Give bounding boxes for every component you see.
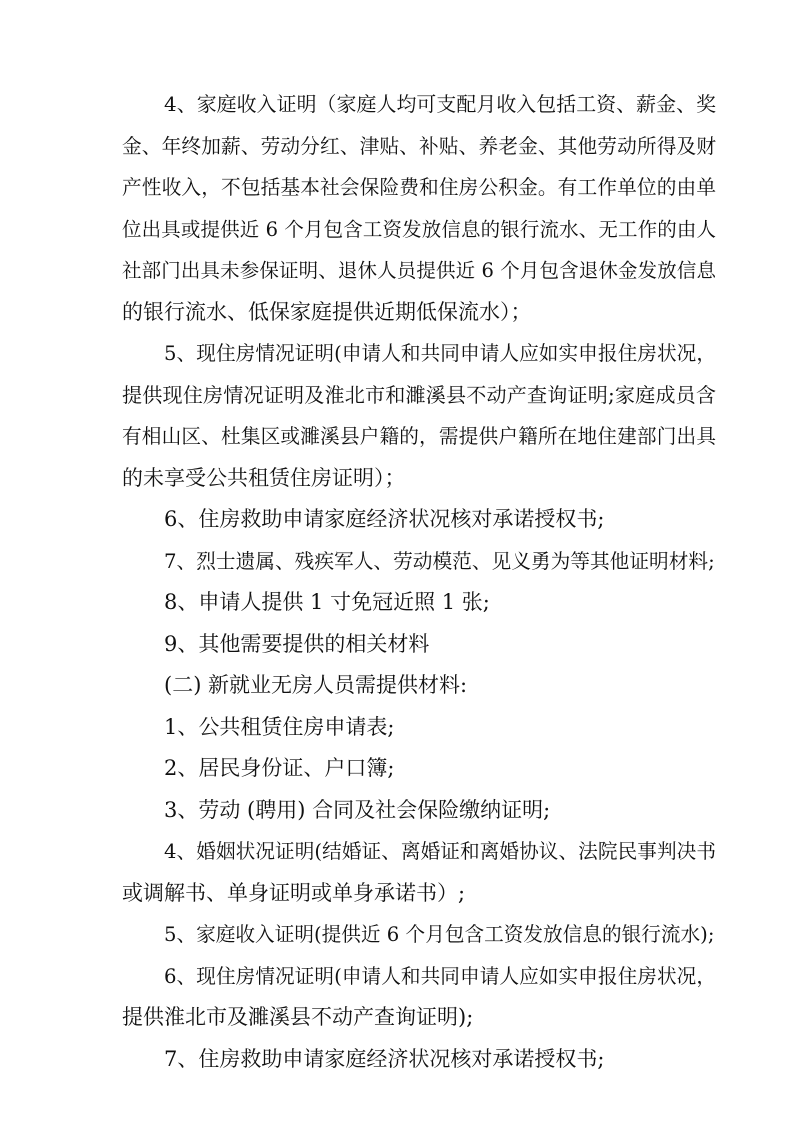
income-proof-paragraph (80, 84, 716, 333)
paragraph-line: 提供淮北市及濉溪县不动产查询证明); (122, 1005, 474, 1029)
special-groups-item (80, 541, 716, 583)
paragraph-line: 有相山区、杜集区或濉溪县户籍的，需提供户籍所在地住建部门出具 (122, 425, 716, 448)
paragraph-line: 位出具或提供近 6 个月包含工资发放信息的银行流水、无工作的由人 (122, 217, 716, 241)
authorization-letter-item (80, 499, 716, 541)
paragraph-line: 6、住房救助申请家庭经济状况核对承诺授权书; (164, 507, 605, 531)
new-housing-proof-paragraph (80, 956, 716, 1039)
paragraph-line: 社部门出具未参保证明、退休人员提供近 6 个月包含退休金发放信息 (122, 259, 716, 282)
new-authorization-letter-item (80, 1039, 716, 1081)
id-card-item (80, 748, 716, 790)
paragraph-line: 6、现住房情况证明(申请人和共同申请人应如实申报住房状况， (164, 964, 716, 988)
paragraph-line: 2、居民身份证、户口簿; (164, 756, 395, 780)
paragraph-line: 提供现住房情况证明及淮北市和濉溪县不动产查询证明;家庭成员含 (122, 382, 716, 407)
paragraph-line: 7、住房救助申请家庭经济状况核对承诺授权书; (164, 1046, 605, 1071)
photo-item (80, 582, 716, 624)
document-body (80, 84, 716, 1080)
paragraph-line: 的银行流水、低保家庭提供近期低保流水）； (122, 299, 532, 324)
paragraph-line: 7、烈士遗属、残疾军人、劳动模范、见义勇为等其他证明材料; (164, 549, 715, 573)
paragraph-line: 的未享受公共租赁住房证明）； (122, 465, 406, 490)
paragraph-line: 9、其他需要提供的相关材料 (164, 631, 430, 656)
paragraph-line: 1、公共租赁住房申请表; (164, 714, 395, 739)
section-heading (80, 665, 716, 707)
marriage-proof-paragraph (80, 831, 716, 914)
new-income-proof-item (80, 914, 716, 956)
paragraph-line: 或调解书、单身证明或单身承诺书）; (122, 880, 466, 905)
paragraph-line: 金、年终加薪、劳动分红、津贴、补贴、养老金、其他劳动所得及财 (122, 134, 716, 158)
paragraph-line: 产性收入，不包括基本社会保险费和住房公积金。有工作单位的由单 (122, 176, 716, 199)
paragraph-line: 5、现住房情况证明(申请人和共同申请人应如实申报住房状况， (164, 342, 716, 365)
application-form-item (80, 707, 716, 749)
paragraph-line: 4、家庭收入证明（家庭人均可支配月收入包括工资、薪金、奖 (164, 93, 716, 116)
paragraph-line: 8、申请人提供 1 寸免冠近照 1 张; (164, 590, 490, 614)
labor-contract-item (80, 790, 716, 832)
section-heading-text: (二) 新就业无房人员需提供材料: (164, 673, 468, 697)
paragraph-line: 4、婚姻状况证明(结婚证、离婚证和离婚协议、法院民事判决书 (164, 840, 716, 863)
paragraph-line: 5、家庭收入证明(提供近 6 个月包含工资发放信息的银行流水); (164, 923, 715, 946)
paragraph-line: 3、劳动 (聘用) 合同及社会保险缴纳证明; (164, 797, 551, 822)
housing-proof-paragraph (80, 333, 716, 499)
other-materials-item (80, 624, 716, 666)
